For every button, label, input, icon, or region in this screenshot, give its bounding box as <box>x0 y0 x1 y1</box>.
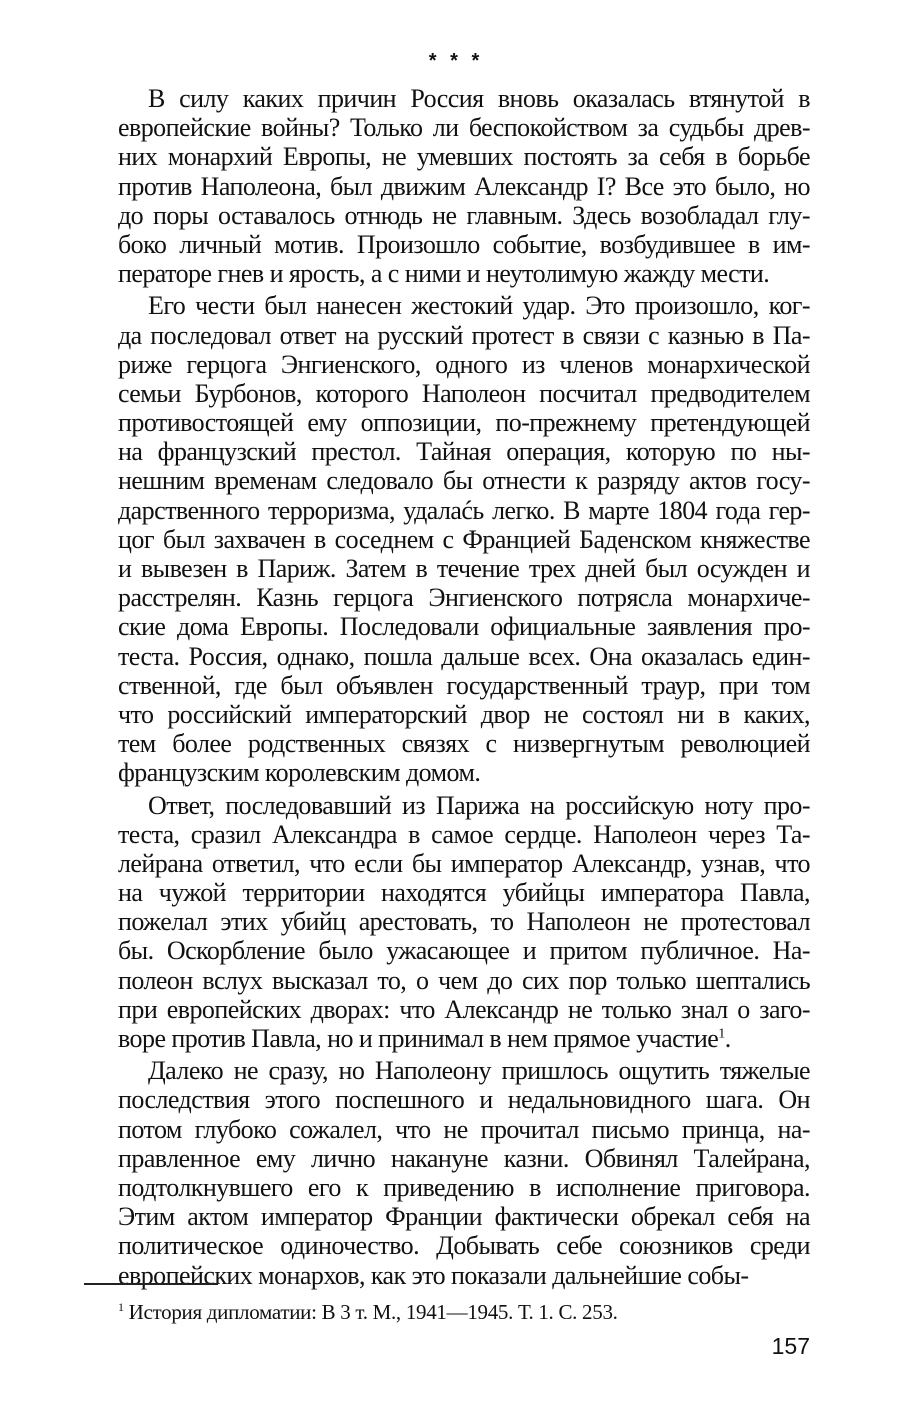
text-line: европейские войны? Только ли беспокойством за судьбы древ- <box>118 113 810 143</box>
text-line: Далеко не сразу, но Наполеону пришлось ощутить тяжелые <box>148 1056 810 1086</box>
text-line: нешним временам следовало бы отнести к разряду актов госу- <box>118 466 810 496</box>
text-line: бы. Оскорбление было ужасающее и притом публичное. На- <box>118 936 810 966</box>
text-line: риже герцога Энгиенского, одного из членов монархической <box>118 349 810 379</box>
text-line: теста. Россия, однако, пошла дальше всех. Она оказалась един- <box>118 641 810 671</box>
paragraph <box>118 291 810 787</box>
text-line: тем более родственных связях с низвергнутым революцией <box>118 729 810 759</box>
footnote-reference: 1 <box>718 1026 725 1042</box>
text-line: да последовал ответ на русский протест в связи с казнью в Па- <box>118 320 810 350</box>
text-line: Ответ, последовавший из Парижа на российскую ноту про- <box>148 790 810 820</box>
footnote <box>118 1300 618 1325</box>
text-line: последствия этого поспешного и недальновидного шага. Он <box>118 1085 810 1115</box>
text-line: ственной, где был объявлен государственный траур, при том <box>118 670 810 700</box>
text-line: воре против Павла, но и принимал в нем прямое участие$^1$. <box>118 1024 731 1053</box>
footnote-text: История дипломатии: В 3 т. М., 1941—1945. Т. 1. С. 253. <box>128 1300 618 1324</box>
punctuation: . <box>724 1024 731 1053</box>
text-line: расстрелян. Казнь герцога Энгиенского потрясла монархиче- <box>118 583 810 613</box>
text-line: дарственного терроризма, удалаćь легко. В марте 1804 года гер- <box>118 495 810 525</box>
text-line: правленное ему лично накануне казни. Обвинял Талейрана, <box>118 1143 810 1173</box>
text-line: на чужой территории находятся убийцы императора Павла, <box>118 878 810 908</box>
text-line: при европейских дворах: что Александр не только знал о заго- <box>118 994 810 1024</box>
page-number: 157 <box>771 1333 810 1359</box>
paragraph <box>118 84 810 288</box>
text-line: потом глубоко сожалел, что не прочитал письмо принца, на- <box>118 1114 810 1144</box>
footnote-rule <box>84 1283 218 1285</box>
paragraph <box>118 791 810 1054</box>
text-line: В силу каких причин Россия вновь оказалась втянутой в <box>148 84 810 113</box>
text-line: политическое одиночество. Добывать себе союзников среди <box>118 1231 810 1261</box>
text-line: семьи Бурбонов, которого Наполеон посчитал предводителем <box>118 378 810 408</box>
text-line: ские дома Европы. Последовали официальные заявления про- <box>118 612 810 642</box>
text-line: французским королевским домом. <box>118 758 481 788</box>
text-line: теста, сразил Александра в самое сердце. Наполеон через Та- <box>118 819 810 849</box>
text-line: европейских монархов, как это показали дальнейшие собы- <box>118 1260 749 1290</box>
text-line: полеон вслух высказал то, о чем до сих пор только шептались <box>118 965 810 995</box>
text-line: пожелал этих убийц арестовать, то Наполеон не протестовал <box>118 907 810 937</box>
text-line: Его чести был нанесен жестокий удар. Это произошло, ког- <box>148 291 810 321</box>
text-line: на французский престол. Тайная операция, которую по ны- <box>118 437 810 467</box>
text-line: лейрана ответил, что если бы император Александр, узнав, что <box>118 848 810 878</box>
text-line: противостоящей ему оппозиции, по-прежнему претендующей <box>118 408 810 438</box>
text-line: ператоре гнев и ярость, а с ними и неутолимую жажду мести. <box>118 259 770 289</box>
text-line: до поры оставалось отнюдь не главным. Здесь возобладал глу- <box>118 200 810 230</box>
text-line: них монархий Европы, не умевших постоять за себя в борьбе <box>118 142 810 172</box>
text-line: и вывезен в Париж. Затем в течение трех дней был осужден и <box>118 554 810 583</box>
text-line: боко личный мотив. Произошло событие, возбудившее в им- <box>118 229 810 259</box>
page-body <box>118 84 810 1293</box>
section-separator: * * * <box>428 50 484 72</box>
footnote-marker: 1 <box>118 1300 124 1314</box>
text-line: подтолкнувшего его к приведению в исполнение приговора. <box>118 1172 810 1202</box>
text-line: цог был захвачен в соседнем с Францией Баденском княжестве <box>118 524 810 554</box>
paragraph <box>118 1056 810 1290</box>
text-line: Этим актом император Франции фактически обрекал себя на <box>118 1202 810 1232</box>
text-line: против Наполеона, был движим Александр I? Все это было, но <box>118 171 810 201</box>
text-line: что российский императорский двор не состоял ни в каких, <box>118 699 810 729</box>
